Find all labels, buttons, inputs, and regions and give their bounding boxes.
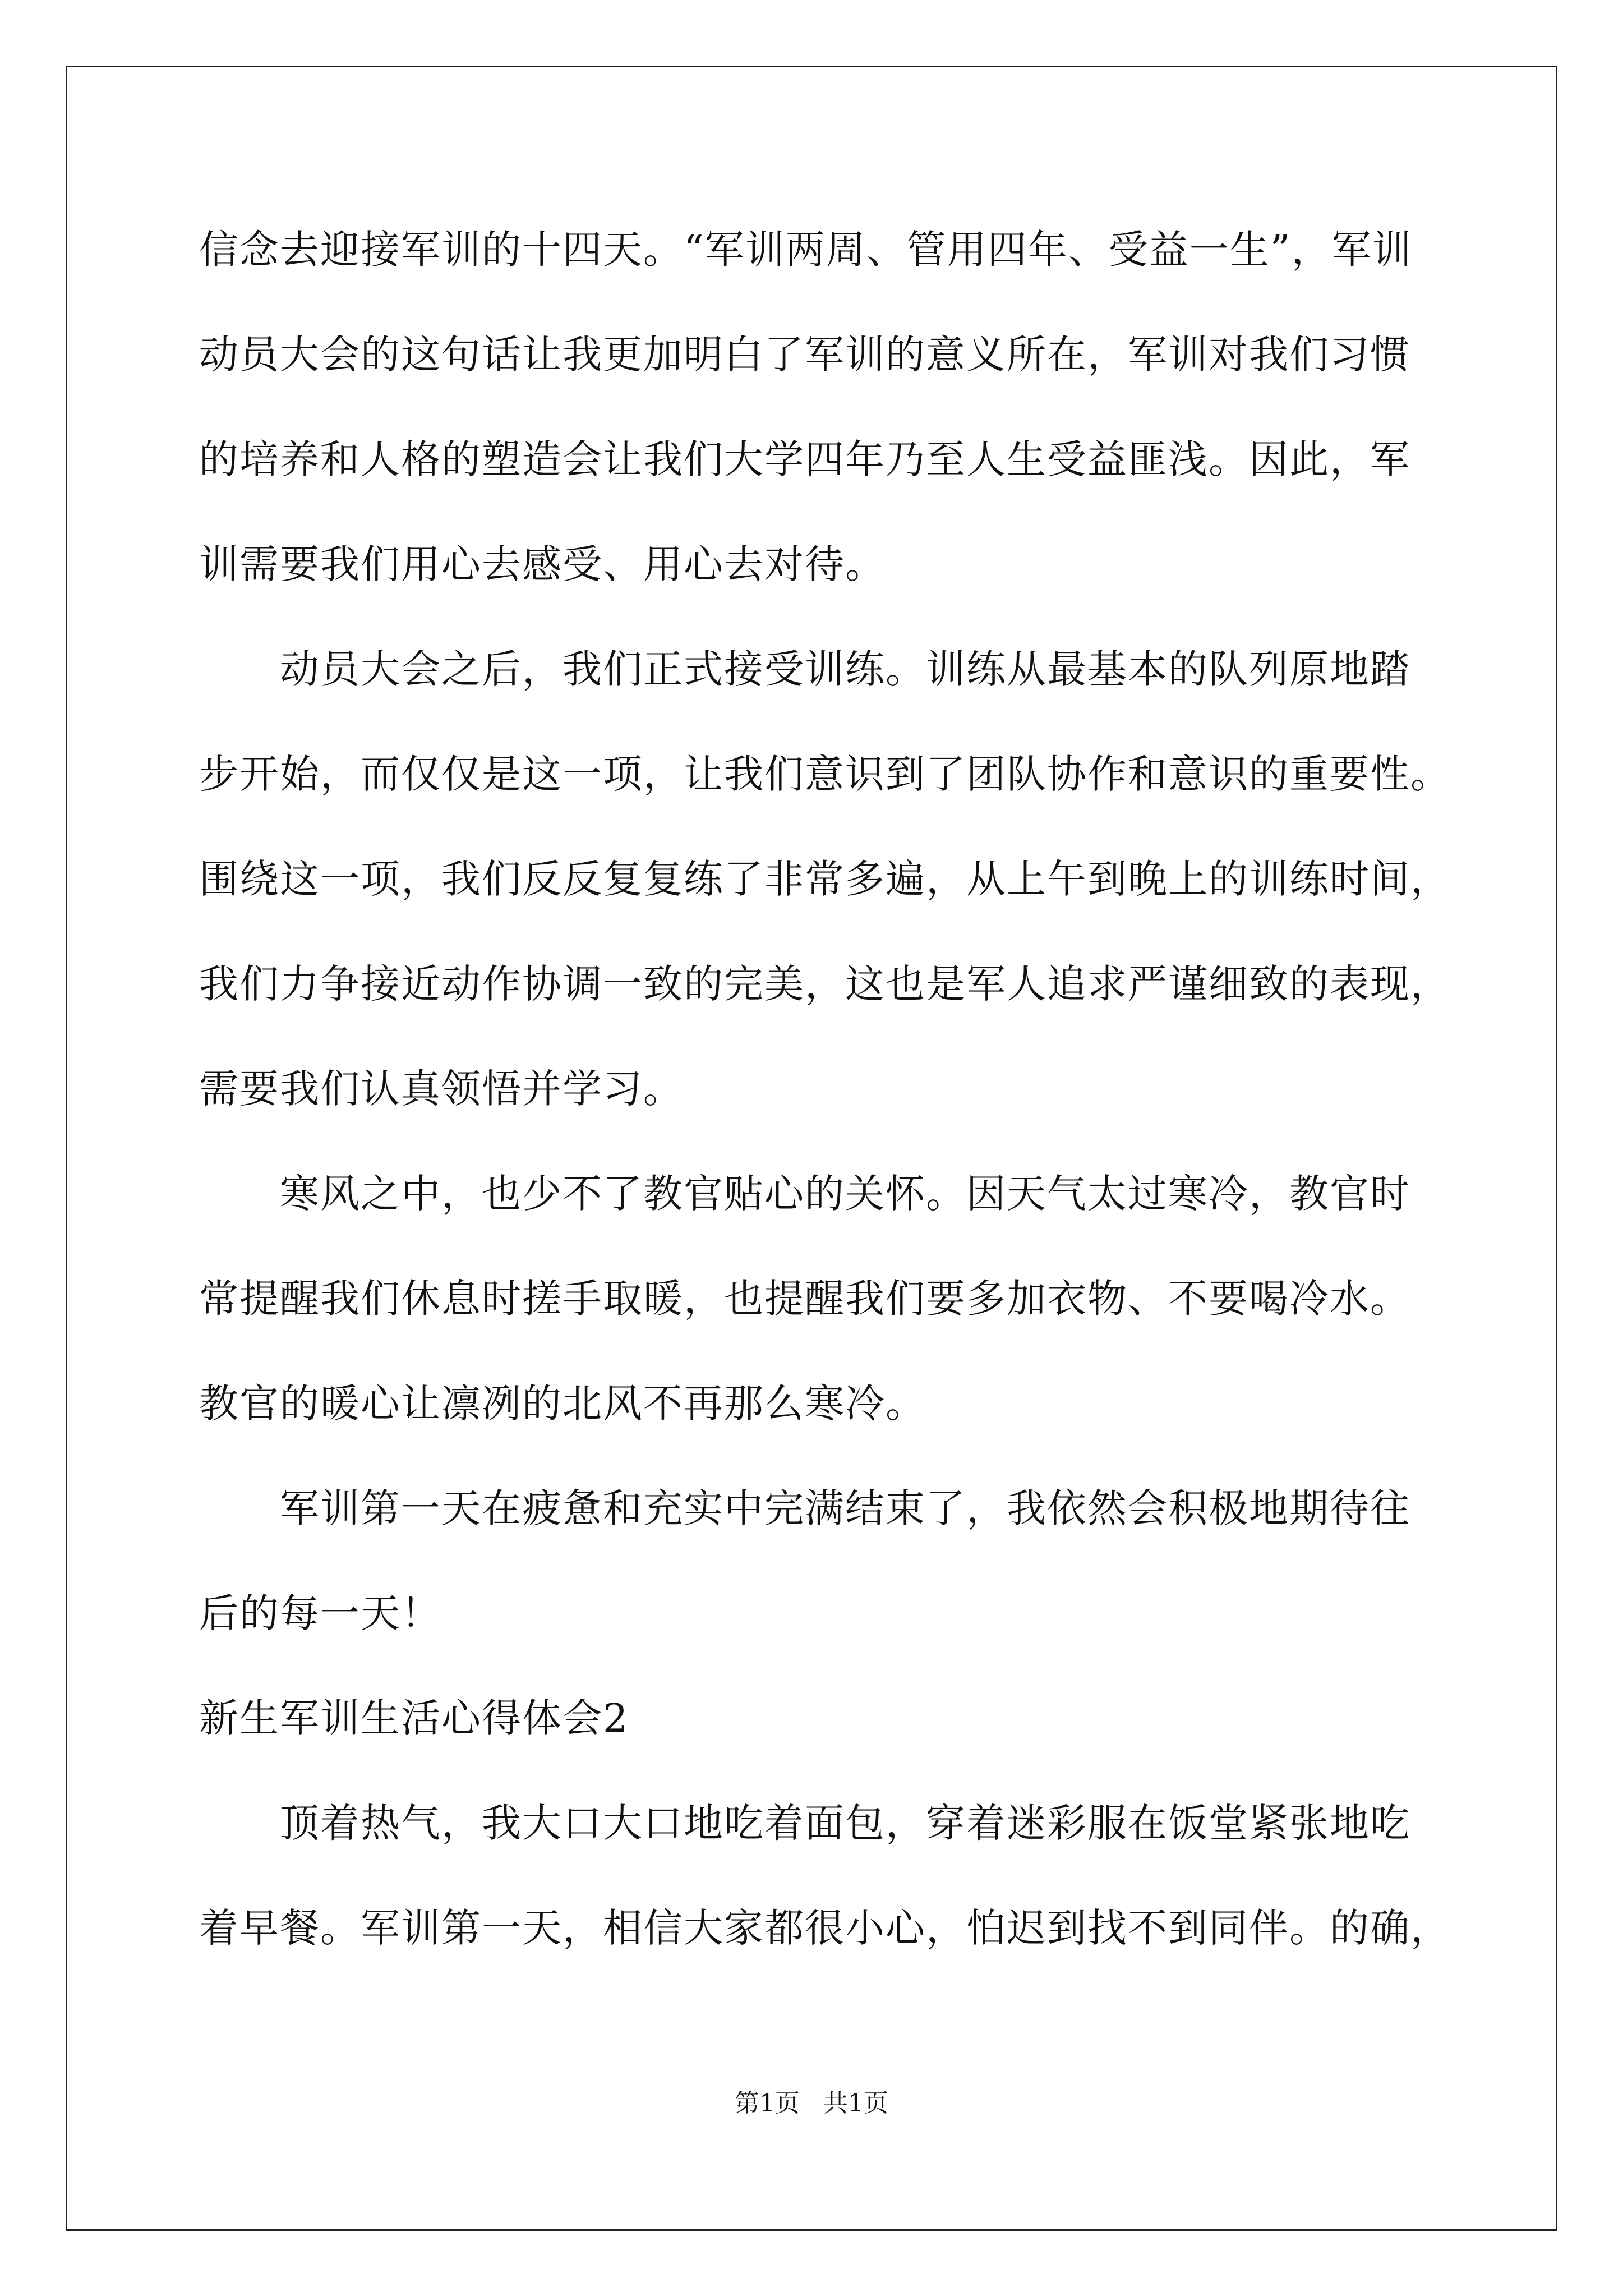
text-line: 寒风之中，也少不了教官贴心的关怀。因天气太过寒冷，教官时	[199, 1171, 1410, 1217]
text-line: 教官的暖心让凛冽的北风不再那么寒冷。	[199, 1381, 926, 1427]
section-heading: 新生军训生活心得体会2	[199, 1695, 629, 1741]
text-line: 步开始，而仅仅是这一项，让我们意识到了团队协作和意识的重要性。	[199, 751, 1451, 797]
text-line: 顶着热气，我大口大口地吃着面包，穿着迷彩服在饭堂紧张地吃	[199, 1800, 1410, 1846]
text-line: 着早餐。军训第一天，相信大家都很小心，怕迟到找不到同伴。的确，	[199, 1905, 1451, 1951]
text-line: 训需要我们用心去感受、用心去对待。	[199, 541, 886, 587]
text-line: 后的每一天！	[199, 1590, 441, 1636]
text-line: 围绕这一项，我们反反复复练了非常多遍，从上午到晚上的训练时间，	[199, 856, 1451, 902]
text-line: 军训第一天在疲惫和充实中完满结束了，我依然会积极地期待往	[199, 1485, 1410, 1531]
page-number: 第1页	[735, 2089, 800, 2118]
text-line: 需要我们认真领悟并学习。	[199, 1066, 684, 1112]
text-line: 信念去迎接军训的十四天。“军训两周、管用四年、受益一生”，军训	[199, 227, 1413, 273]
text-line: 的培养和人格的塑造会让我们大学四年乃至人生受益匪浅。因此，军	[199, 436, 1410, 482]
text-line: 常提醒我们休息时搓手取暖，也提醒我们要多加衣物、不要喝冷水。	[199, 1276, 1410, 1322]
page-footer	[0, 2087, 1623, 2120]
page-total: 共1页	[823, 2089, 888, 2118]
text-line: 我们力争接近动作协调一致的完美，这也是军人追求严谨细致的表现，	[199, 961, 1451, 1007]
text-line: 动员大会之后，我们正式接受训练。训练从最基本的队列原地踏	[199, 646, 1410, 692]
text-line: 动员大会的这句话让我更加明白了军训的意义所在，军训对我们习惯	[199, 332, 1410, 378]
